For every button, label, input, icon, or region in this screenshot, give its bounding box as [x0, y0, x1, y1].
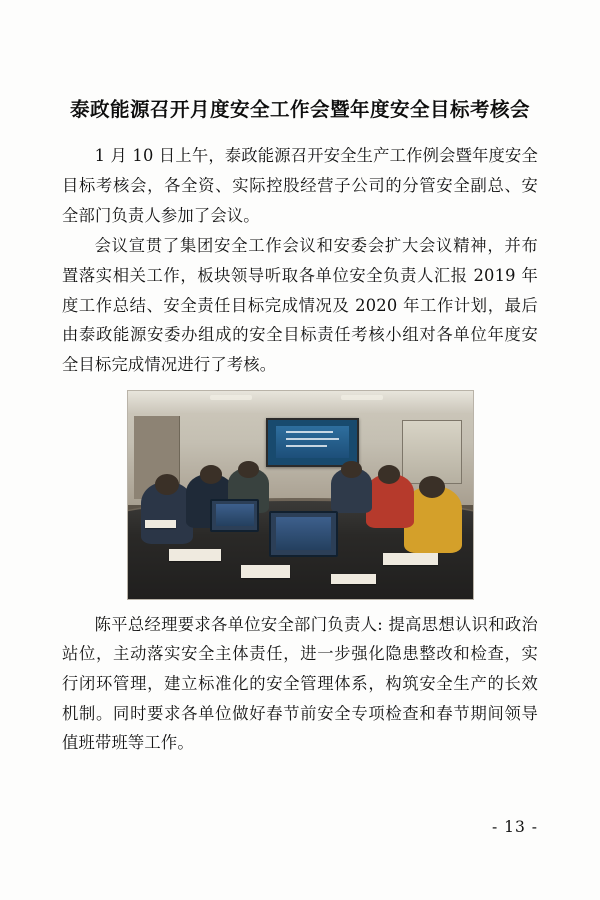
projector-screen — [266, 418, 360, 468]
laptop — [210, 499, 259, 532]
attendee-head — [419, 476, 445, 498]
attendee-head — [238, 461, 259, 478]
attendee-head — [341, 461, 362, 478]
photo-window — [402, 420, 463, 484]
photo-ceiling — [128, 391, 473, 414]
paragraph-1: 1 月 10 日上午，泰政能源召开安全生产工作例会暨年度安全目标考核会，各全资、实际控股经营子公司的分管安全副总、安全部门负责人参加了会议。 — [62, 146, 538, 225]
laptop — [269, 511, 339, 557]
paper-document — [383, 553, 438, 565]
ceiling-lamp-icon — [210, 395, 251, 400]
meeting-photo — [127, 390, 474, 600]
projector-screen-content — [276, 426, 350, 458]
paper-document — [169, 549, 221, 561]
paper-document — [241, 565, 289, 577]
paper-document — [331, 574, 376, 584]
paper-document — [145, 520, 176, 528]
page-title: 泰政能源召开月度安全工作会暨年度安全目标考核会 — [69, 98, 530, 121]
figure-container — [62, 390, 538, 600]
paragraph-2: 会议宣贯了集团安全工作会议和安委会扩大会议精神，并布置落实相关工作，板块领导听取各单位安全负责人汇报 2019 年度工作总结、安全责任目标完成情况及 2020 年工作计划，最后由泰政能源安委办组成的安全目标责任考核小组对各单位年度安全目标完成情况进行了考核。 — [62, 236, 538, 374]
ceiling-lamp-icon — [341, 395, 382, 400]
attendee-head — [155, 474, 179, 495]
page-number: - 13 - — [491, 818, 538, 836]
attendee-head — [378, 465, 400, 484]
paragraph-3: 陈平总经理要求各单位安全部门负责人: 提高思想认识和政治站位，主动落实安全主体责任，进一步强化隐患整改和检查，实行闭环管理，建立标准化的安全管理体系，构筑安全生产的长效机制。同时要求各单位做好春节前安全专项检查和春节期间领导值班带班等工作。 — [62, 614, 538, 753]
